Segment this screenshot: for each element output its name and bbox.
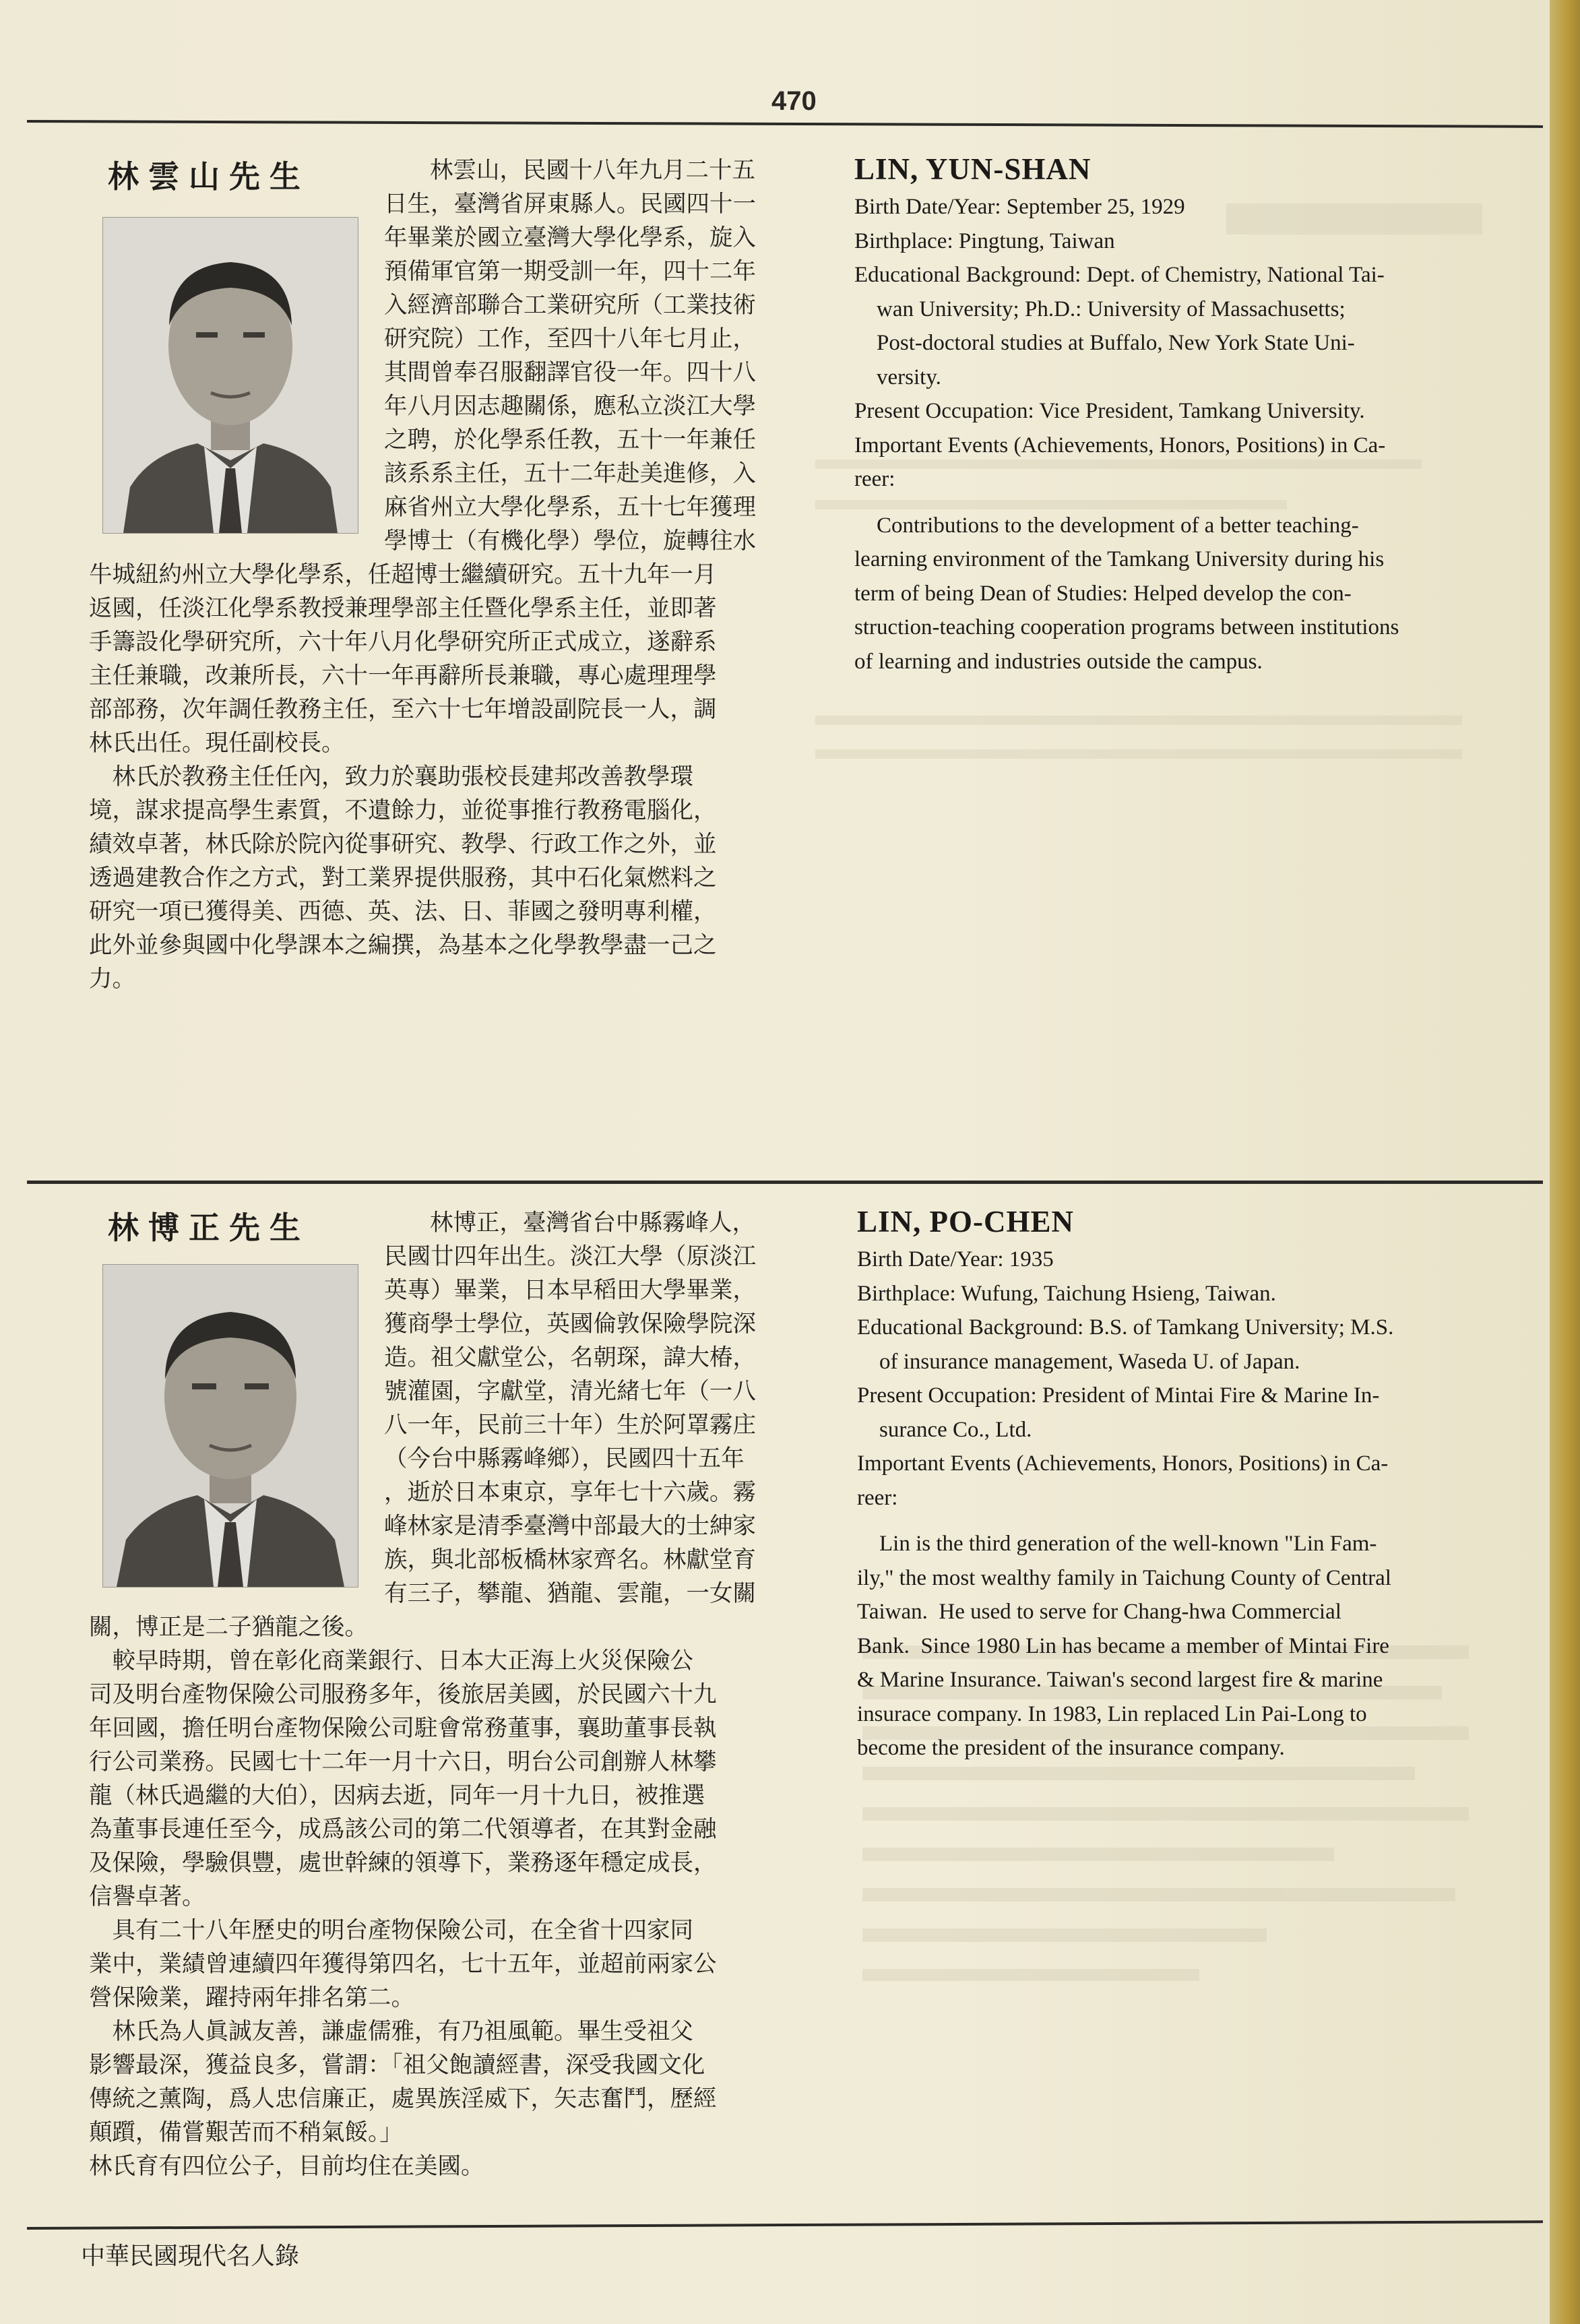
entry-1-bio-zh-upper xyxy=(384,154,756,558)
bio-zh-line: 力。 xyxy=(89,966,135,993)
bio-en-line: of insurance management, Waseda U. of Japan. xyxy=(857,1349,1300,1374)
bio-zh-line: 傳統之薰陶，爲人忠信廉正，處異族淫威下，矢志奮鬥，歷經 xyxy=(89,2085,717,2112)
bio-en-line: reer: xyxy=(854,467,895,491)
bio-zh-line: 營保險業，躍持兩年排名第二。 xyxy=(89,1984,414,2011)
bio-en-line: Birth Date/Year: September 25, 1929 xyxy=(854,195,1185,219)
bio-zh-line: 及保險，學驗俱豐，處世幹練的領導下，業務逐年穩定成長， xyxy=(89,1850,717,1877)
bio-en-line: Post-doctoral studies at Buffalo, New York State Uni- xyxy=(854,331,1355,355)
bio-zh-line: 龍（林氏過繼的大伯），因病去逝，同年一月十九日，被推選 xyxy=(89,1782,705,1809)
entry-2-bio-zh-upper xyxy=(384,1206,756,1610)
entry-1-bio-zh-lower xyxy=(89,558,717,996)
bio-zh-line: 預備軍官第一期受訓一年，四十二年 xyxy=(384,258,756,285)
entry-2-name-en: LIN, PO-CHEN xyxy=(857,1205,1075,1238)
bio-en-line: surance Co., Ltd. xyxy=(857,1417,1032,1442)
bio-en-line: ily," the most wealthy family in Taichung County of Central xyxy=(857,1565,1391,1590)
bio-en-line: Important Events (Achievements, Honors, Positions) in Ca- xyxy=(854,433,1386,458)
bio-zh-line: 關，博正是二子猶龍之後。 xyxy=(89,1614,368,1641)
bio-en-line: Educational Background: B.S. of Tamkang University; M.S. xyxy=(857,1315,1394,1340)
bio-zh-line: 有三子，攀龍、猶龍、雲龍，一女關 xyxy=(384,1580,756,1607)
bio-zh-line: 林氏育有四位公子，目前均住在美國。 xyxy=(89,2153,484,2180)
bio-zh-line: 八一年，民前三十年）生於阿罩霧庄 xyxy=(384,1412,756,1439)
bio-en-line: Important Events (Achievements, Honors, Positions) in Ca- xyxy=(857,1451,1389,1476)
bio-zh-line: 境，謀求提高學生素質，不遺餘力，並從事推行教務電腦化， xyxy=(89,797,717,824)
bio-zh-line: 之聘，於化學系任教，五十一年兼任 xyxy=(384,427,756,453)
bio-zh-line: 主任兼職，改兼所長，六十一年再辭所長兼職，專心處理理學 xyxy=(89,662,717,689)
bio-zh-line: 民國廿四年出生。淡江大學（原淡江 xyxy=(384,1243,756,1270)
entry-1-portrait-photo xyxy=(102,217,358,534)
bio-zh-line: 信譽卓著。 xyxy=(89,1883,206,1910)
bio-en-line: Birthplace: Wufung, Taichung Hsieng, Taiwan. xyxy=(857,1281,1276,1306)
bio-en-line: of learning and industries outside the campus. xyxy=(854,649,1263,674)
entry-2-bio-en xyxy=(857,1201,1393,1765)
bio-zh-line: 其間曾奉召服翻譯官役一年。四十八 xyxy=(384,359,756,386)
entry-1-name-zh: 林雲山先生 xyxy=(108,158,310,195)
bio-zh-line: 此外並參與國中化學課本之編撰，為基本之化學教學盡一己之 xyxy=(89,932,717,959)
bio-en-line: Birthplace: Pingtung, Taiwan xyxy=(854,228,1115,253)
entry-2-portrait-photo xyxy=(102,1264,358,1588)
bio-zh-line: 該系系主任，五十二年赴美進修，入 xyxy=(384,460,756,487)
bio-en-line: Present Occupation: President of Mintai Fire & Marine In- xyxy=(857,1383,1380,1408)
bio-zh-line: ，逝於日本東京，享年七十六歲。霧 xyxy=(384,1479,756,1506)
bio-zh-line: 族，與北部板橋林家齊名。林獻堂育 xyxy=(384,1546,756,1573)
bio-zh-line: 業中，業績曾連續四年獲得第四名，七十五年，並超前兩家公 xyxy=(89,1951,717,1978)
entry-1-bio-en xyxy=(854,148,1399,679)
bio-en-line: wan University; Ph.D.: University of Massachusetts; xyxy=(854,296,1346,321)
bio-en-line: Contributions to the development of a better teaching- xyxy=(854,513,1359,538)
bio-zh-line: 麻省州立大學化學系，五十七年獲理 xyxy=(384,494,756,521)
bio-zh-line: 日生，臺灣省屏東縣人。民國四十一 xyxy=(384,191,756,218)
bio-zh-line: 林氏於教務主任任內，致力於襄助張校長建邦改善教學環 xyxy=(89,763,693,790)
entry-2-name-zh: 林博正先生 xyxy=(108,1210,310,1246)
bio-zh-line: （今台中縣霧峰鄉），民國四十五年 xyxy=(384,1445,745,1472)
bio-en-line: insurace company. In 1983, Lin replaced Lin Pai-Long to xyxy=(857,1701,1367,1726)
bio-zh-line: 顛躓，備嘗艱苦而不稍氣餒。」 xyxy=(89,2119,403,2146)
bio-zh-line: 研究一項已獲得美、西德、英、法、日、菲國之發明專利權， xyxy=(89,898,717,925)
bio-zh-line: 入經濟部聯合工業研究所（工業技術 xyxy=(384,292,756,319)
bio-en-line: learning environment of the Tamkang University during his xyxy=(854,547,1385,571)
bio-en-line: Taiwan. He used to serve for Chang-hwa Commercial xyxy=(857,1600,1341,1624)
bio-en-line: Bank. Since 1980 Lin has became a member of Mintai Fire xyxy=(857,1633,1389,1658)
page-number: 470 xyxy=(771,86,817,116)
bio-zh-line: 造。祖父獻堂公，名朝琛，諱大椿， xyxy=(384,1344,756,1371)
bio-en-line: versity. xyxy=(854,365,941,389)
bio-zh-line: 獲商學士學位，英國倫敦保險學院深 xyxy=(384,1311,756,1338)
bio-en-line: become the president of the insurance company. xyxy=(857,1736,1285,1760)
bio-zh-line: 學博士（有機化學）學位，旋轉往水 xyxy=(384,528,756,555)
bio-en-line: reer: xyxy=(857,1485,898,1510)
bio-zh-line: 英專）畢業，日本早稻田大學畢業， xyxy=(384,1277,756,1304)
bio-zh-line: 年八月因志趣關係，應私立淡江大學 xyxy=(384,393,756,420)
entry-1-name-en: LIN, YUN-SHAN xyxy=(854,152,1092,186)
bio-en-line: Present Occupation: Vice President, Tamkang University. xyxy=(854,399,1365,423)
bio-zh-line: 較早時期，曾在彰化商業銀行、日本大正海上火災保險公 xyxy=(89,1647,693,1674)
page-edge xyxy=(1550,0,1580,2324)
bio-zh-line: 研究院）工作，至四十八年七月止， xyxy=(384,325,756,352)
bio-zh-line: 部部務，次年調任教務主任，至六十七年增設副院長一人，調 xyxy=(89,696,717,723)
bio-en-line: term of being Dean of Studies: Helped develop the con- xyxy=(854,581,1352,606)
bio-zh-line: 影響最深，獲益良多，嘗謂：「祖父飽讀經書，深受我國文化 xyxy=(89,2052,705,2079)
bio-zh-line: 林博正，臺灣省台中縣霧峰人， xyxy=(430,1210,755,1236)
middle-rule xyxy=(27,1181,1543,1184)
bio-zh-line: 司及明台產物保險公司服務多年，後旅居美國，於民國六十九 xyxy=(89,1681,717,1708)
bio-zh-line: 年畢業於國立臺灣大學化學系，旋入 xyxy=(384,224,756,251)
bio-zh-line: 返國，任淡江化學系教授兼理學部主任暨化學系主任，並即著 xyxy=(89,595,717,622)
bio-zh-line: 林氏為人眞誠友善，謙虛儒雅，有乃祖風範。畢生受祖父 xyxy=(89,2018,693,2045)
bio-zh-line: 手籌設化學研究所，六十年八月化學研究所正式成立，遂辭系 xyxy=(89,629,717,656)
bio-zh-line: 具有二十八年歷史的明台產物保險公司，在全省十四家同 xyxy=(89,1917,693,1944)
bio-en-line: struction-teaching cooperation programs between institutions xyxy=(854,615,1399,639)
entry-2-bio-zh-lower xyxy=(89,1610,717,2183)
bio-zh-line: 峰林家是清季臺灣中部最大的士紳家 xyxy=(384,1513,756,1540)
book-title-footer: 中華民國現代名人錄 xyxy=(81,2242,300,2270)
bio-en-line: Educational Background: Dept. of Chemistry, National Tai- xyxy=(854,263,1385,287)
bio-zh-line: 透過建教合作之方式，對工業界提供服務，其中石化氣燃料之 xyxy=(89,865,717,891)
bio-zh-line: 為董事長連任至今，成爲該公司的第二代領導者，在其對金融 xyxy=(89,1816,717,1843)
bio-zh-line: 年回國，擔任明台產物保險公司駐會常務董事，襄助董事長執 xyxy=(89,1715,717,1742)
bio-zh-line: 績效卓著，林氏除於院內從事研究、教學、行政工作之外，並 xyxy=(89,831,717,858)
bio-zh-line: 行公司業務。民國七十二年一月十六日，明台公司創辦人林攀 xyxy=(89,1749,717,1776)
bio-zh-line: 林氏出任。現任副校長。 xyxy=(89,730,345,757)
bio-zh-line: 林雲山，民國十八年九月二十五 xyxy=(430,157,755,184)
bio-en-line: Birth Date/Year: 1935 xyxy=(857,1247,1054,1271)
bio-zh-line: 號灌園，字獻堂，清光緒七年（一八 xyxy=(384,1378,756,1405)
bio-en-line: Lin is the third generation of the well-known "Lin Fam- xyxy=(857,1532,1377,1556)
bio-zh-line: 牛城紐約州立大學化學系，任超博士繼續研究。五十九年一月 xyxy=(89,561,717,588)
bio-en-line: & Marine Insurance. Taiwan's second largest fire & marine xyxy=(857,1668,1383,1692)
